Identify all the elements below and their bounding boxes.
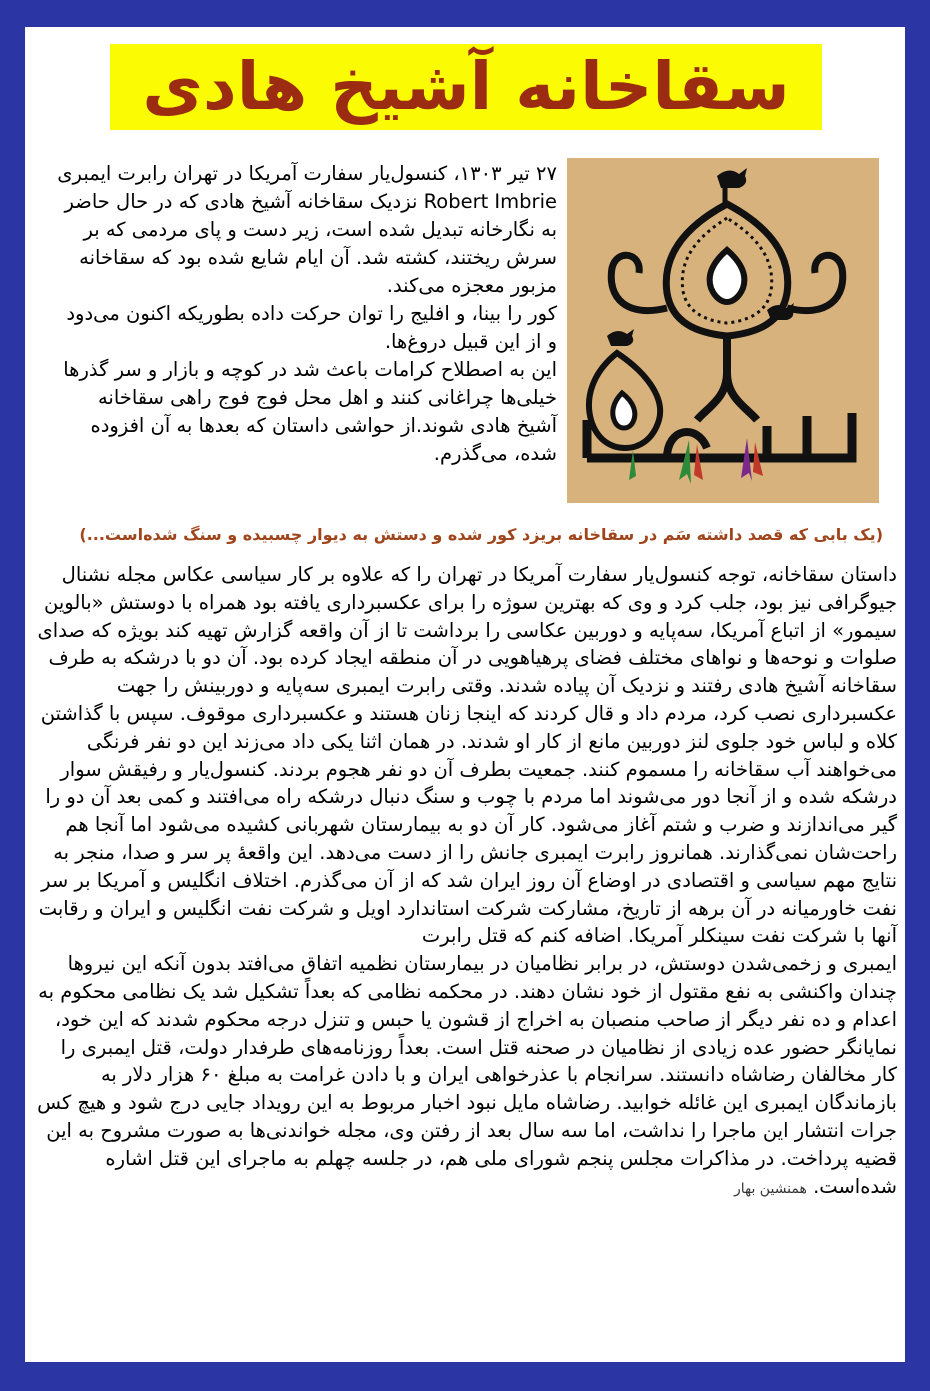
signature: همنشین بهار [733, 1180, 807, 1197]
saqakhaneh-calligraphy-logo [567, 158, 879, 503]
saqakhaneh-logo-image [567, 158, 879, 503]
article-page [25, 27, 905, 1362]
page-title: سقاخانه آشیخ هادی [142, 48, 790, 125]
article-body [33, 561, 897, 1203]
intro-paragraph: کور را بینا، و افلیج را توان حرکت داده بطوریکه اکنون می‌دود و از این قبیل دروغ‌ها. [66, 302, 557, 353]
intro-paragraph: این به اصطلاح کرامات باعث شد در کوچه و بازار و سر گذرها خیلی‌ها چراغانی کنند و اهل محل فوج فوج راهی سقاخانه آشیخ هادی شوند.از حواشی داستان که بعدها به آن افزوده شده، می‌گذرم. [63, 358, 557, 465]
title-banner [110, 44, 822, 130]
image-caption: (یک بابی که قصد داشته سَم در سقاخانه بریزد کور شده و دستش به دیوار چسبیده و سنگ شده‌است...) [79, 525, 883, 544]
intro-paragraph: ۲۷ تیر ۱۳۰۳، کنسول‌یار سفارت آمریکا در تهران رابرت ایمبری Robert Imbrie نزدیک سقاخانه آشیخ هادی که در حال حاضر به نگارخانه تبدیل شده است، زیر دست و پای مردمی که بر سرش ریختند، کشته شد. آن ایام شایع شده بود که سقاخانه مزبور معجزه می‌کند. [57, 162, 557, 297]
body-paragraph-text: ایمبری و زخمی‌شدن دوستش، در برابر نظامیان در بیمارستان نظمیه اتفاق می‌افتد بدون آنکه این نیروها چندان واکنشی به نفع مقتول از خود نشان دهند. در محکمه نظامی که بعداً تشکیل شد یک نظامی محکوم به اعدام و ده نفر دیگر از صاحب منصبان به اخراج از قشون یا حبس و تنزل درجه محکوم شدند که این خود، نمایانگر حضور عده زیادی از نظامیان در صحنه قتل است. بعداً روزنامه‌های طرفدار دولت، قتل ایمبری را کار مخالفان رضاشاه دانستند. سرانجام با عذرخواهی ایران و با دادن غرامت به مبلغ ۶۰ هزار دلار به بازماندگان ایمبری این غائله خوابید. رضاشاه مایل نبود اخبار مربوط به این رویداد جایی درج شود و هیچ کس جرات انتشار این ماجرا را نداشت، اما سه سال بعد از رفتن وی، مجله خواندنی‌ها به صورت مشروح به این قضیه پرداخت. در مذاکرات مجلس پنجم شورای ملی هم، در جلسه چهلم به ماجرای این قتل اشاره شده‌است. [37, 952, 897, 1198]
body-paragraph [33, 950, 897, 1203]
body-paragraph: داستان سقاخانه، توجه کنسول‌یار سفارت آمریکا در تهران را که علاوه بر کار سیاسی عکاس مجله نشنال جیوگرافی نیز بود، جلب کرد و وی که بهترین سوژه را برای عکسبرداری یافته بود همراه با دوستش «بالوین سیمور» از اتباع آمریکا، سه‌پایه و دوربین عکاسی را برداشت تا از آن واقعه گزارش تهیه کند بویژه که صدای صلوات و نوحه‌ها و نواهای مختلف فضای پرهیاهویی در آن منطقه ایجاد کرده بود. آن دو با درشکه به طرف سقاخانه آشیخ هادی رفتند و نزدیک آن پیاده شدند. وقتی رابرت ایمبری سه‌پایه و دوربینش را جهت عکسبرداری نصب کرد، مردم داد و قال کردند که اینجا زنان هستند و عکسبرداری موقوف. سپس با گذاشتن کلاه و لباس خود جلوی لنز دوربین مانع از کار او شدند. در همان اثنا یکی داد می‌زند این دو نفر فرنگی می‌خواهند آب سقاخانه را مسموم کنند. جمعیت بطرف آن دو نفر هجوم بردند. کنسول‌یار و رفیقش سوار درشکه شده و از آنجا دور می‌شوند اما مردم با چوب و سنگ دنبال درشکه راه می‌افتند و کمی بعد آن دو را گیر می‌اندازند و ضرب و شتم آغاز می‌شود. کار آن دو به بیمارستان شهربانی کشیده می‌شود اما آنجا هم راحت‌شان نمی‌گذارند. همانروز رابرت ایمبری جانش را از دست می‌دهد. این واقعهٔ پر سر و صدا، منجر به نتایج مهم سیاسی و اقتصادی در اوضاع آن روز ایران شد که از آن می‌گذرم. اختلاف انگلیس و آمریکا بر سر نفت خاورمیانه در آن برهه از تاریخ، مشارکت شرکت استاندارد اویل و شرکت نفت انگلیس و ایران و رقابت آنها با شرکت نفت سینکلر آمریکا. اضافه کنم که قتل رابرت [37, 563, 897, 948]
intro-text [53, 160, 557, 468]
